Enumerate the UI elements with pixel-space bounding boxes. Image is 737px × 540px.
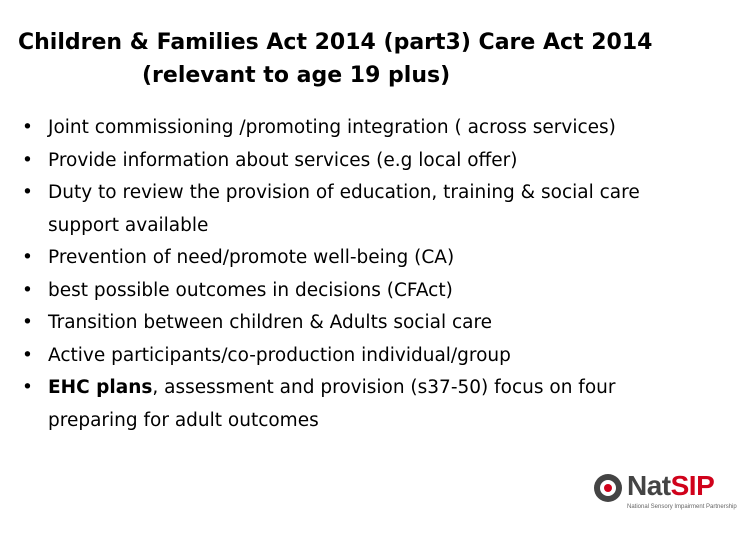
bullet-item xyxy=(20,177,690,242)
bullet-icon: • xyxy=(22,117,33,138)
logo-name xyxy=(627,469,714,503)
bullet-item xyxy=(20,275,690,308)
title-line-2: (relevant to age 19 plus) xyxy=(142,63,451,88)
title-line-1: Children & Families Act 2014 (part3) Care Act 2014 xyxy=(18,30,653,55)
bullet-list xyxy=(20,112,690,437)
bullet-icon: • xyxy=(22,344,33,366)
bullet-bold-text: EHC plans xyxy=(48,377,153,398)
bullet-icon: • xyxy=(22,312,33,333)
bullet-item xyxy=(20,242,690,275)
bullet-text: Active participants/co-production individual/group xyxy=(48,344,511,366)
bullet-text: Prevention of need/promote well-being (CA) xyxy=(48,247,455,268)
logo-tagline: National Sensory Impairment Partnership xyxy=(627,504,737,510)
bullet-icon: • xyxy=(22,182,33,203)
bullet-text: best possible outcomes in decisions (CFAct) xyxy=(48,279,453,301)
bullet-item xyxy=(20,145,690,178)
bullet-item xyxy=(20,307,690,340)
bullet-item xyxy=(20,340,690,373)
bullet-item xyxy=(20,112,690,145)
bullet-icon: • xyxy=(22,149,33,171)
bullet-icon: • xyxy=(22,279,33,301)
bullet-text: Duty to review the provision of education, training & social care support available xyxy=(48,182,640,236)
bullet-text: Joint commissioning /promoting integration ( across services) xyxy=(48,117,616,138)
logo-name-part-1: Nat xyxy=(627,470,671,501)
bullet-icon: • xyxy=(22,247,33,268)
logo-name-part-2: SIP xyxy=(670,470,715,501)
bullet-text: Provide information about services (e.g local offer) xyxy=(48,149,518,171)
bullet-text: , assessment and provision (s37-50) focus on four preparing for adult outcomes xyxy=(48,377,616,431)
bullet-item xyxy=(20,372,690,437)
slide-title xyxy=(18,26,708,92)
logo-circle-icon xyxy=(593,473,623,503)
bullet-icon: • xyxy=(22,377,33,398)
bullet-text: Transition between children & Adults social care xyxy=(48,312,493,333)
natsip-logo xyxy=(591,465,737,525)
